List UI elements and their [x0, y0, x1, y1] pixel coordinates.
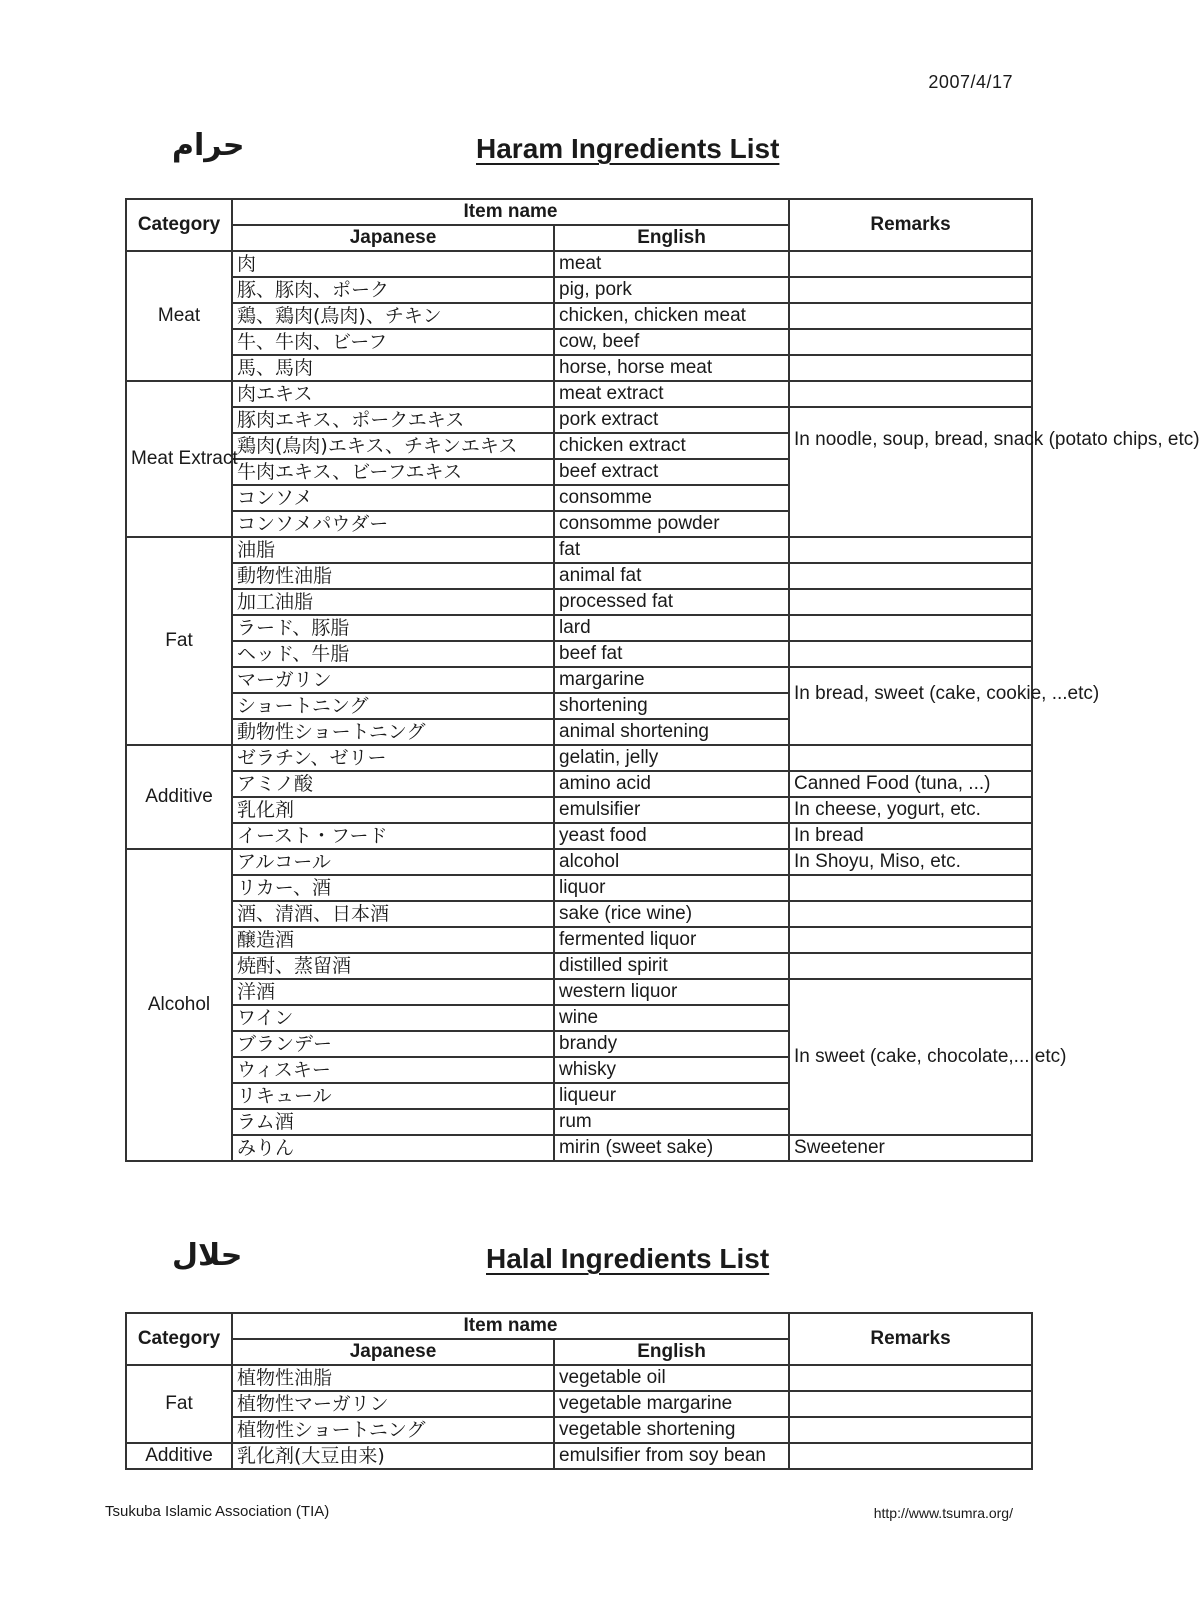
japanese-cell: 豚、豚肉、ポーク [232, 277, 554, 303]
remark-cell [789, 251, 1032, 277]
japanese-cell: 洋酒 [232, 979, 554, 1005]
remark-cell: Canned Food (tuna, ...) [789, 771, 1032, 797]
japanese-cell: みりん [232, 1135, 554, 1161]
japanese-cell: 鶏、鶏肉(鳥肉)、チキン [232, 303, 554, 329]
remark-cell: In bread [789, 823, 1032, 849]
header-remarks: Remarks [789, 199, 1032, 251]
english-cell: consomme [554, 485, 789, 511]
english-cell: yeast food [554, 823, 789, 849]
japanese-cell: コンソメパウダー [232, 511, 554, 537]
remark-cell [789, 303, 1032, 329]
header-item-name: Item name [232, 1313, 789, 1339]
english-cell: wine [554, 1005, 789, 1031]
table-row [126, 849, 1032, 875]
japanese-cell: 牛、牛肉、ビーフ [232, 329, 554, 355]
header-category: Category [126, 1313, 232, 1365]
header-japanese: Japanese [232, 1339, 554, 1365]
japanese-cell: 動物性ショートニング [232, 719, 554, 745]
japanese-cell: アミノ酸 [232, 771, 554, 797]
japanese-cell: ショートニング [232, 693, 554, 719]
english-cell: western liquor [554, 979, 789, 1005]
remark-cell-empty [789, 589, 1032, 615]
table-row [126, 251, 1032, 277]
table-row [126, 641, 1032, 667]
english-cell: emulsifier from soy bean [554, 1443, 789, 1469]
japanese-cell: 植物性ショートニング [232, 1417, 554, 1443]
table-row [126, 745, 1032, 771]
remark-cell [789, 745, 1032, 771]
table-row [126, 797, 1032, 823]
remark-cell-empty [789, 615, 1032, 641]
halal-title: Halal Ingredients List [486, 1243, 770, 1274]
table-row [126, 823, 1032, 849]
header-remarks: Remarks [789, 1313, 1032, 1365]
table-row [126, 1391, 1032, 1417]
table-row [126, 927, 1032, 953]
table-row [126, 589, 1032, 615]
english-cell: rum [554, 1109, 789, 1135]
table-row [126, 1365, 1032, 1391]
english-cell: animal fat [554, 563, 789, 589]
japanese-cell: ウィスキー [232, 1057, 554, 1083]
english-cell: pork extract [554, 407, 789, 433]
table-row [126, 979, 1032, 1005]
japanese-cell: 油脂 [232, 537, 554, 563]
english-cell: chicken, chicken meat [554, 303, 789, 329]
remark-cell: In Shoyu, Miso, etc. [789, 849, 1032, 875]
table-row [126, 329, 1032, 355]
table-row [126, 277, 1032, 303]
english-cell: fermented liquor [554, 927, 789, 953]
document-date: 2007/4/17 [928, 72, 1013, 92]
english-cell: meat extract [554, 381, 789, 407]
english-cell: amino acid [554, 771, 789, 797]
english-cell: whisky [554, 1057, 789, 1083]
japanese-cell: ラード、豚脂 [232, 615, 554, 641]
english-cell: alcohol [554, 849, 789, 875]
english-cell: liquor [554, 875, 789, 901]
english-cell: distilled spirit [554, 953, 789, 979]
category-meat-extract: Meat Extract [126, 381, 232, 537]
remark-cell-empty [789, 927, 1032, 953]
japanese-cell: ラム酒 [232, 1109, 554, 1135]
english-cell: beef extract [554, 459, 789, 485]
japanese-cell: 焼酎、蒸留酒 [232, 953, 554, 979]
english-cell: gelatin, jelly [554, 745, 789, 771]
remark-cell-empty [789, 563, 1032, 589]
english-cell: emulsifier [554, 797, 789, 823]
japanese-cell: 牛肉エキス、ビーフエキス [232, 459, 554, 485]
english-cell: beef fat [554, 641, 789, 667]
japanese-cell: ゼラチン、ゼリー [232, 745, 554, 771]
haram-arabic-label: حرام [172, 128, 245, 163]
halal-arabic-label: حلال [172, 1238, 243, 1273]
remark-cell-empty [789, 537, 1032, 563]
header-category: Category [126, 199, 232, 251]
japanese-cell: 植物性マーガリン [232, 1391, 554, 1417]
haram-table [125, 198, 1200, 1162]
japanese-cell: 肉 [232, 251, 554, 277]
english-cell: animal shortening [554, 719, 789, 745]
japanese-cell: 植物性油脂 [232, 1365, 554, 1391]
table-row [126, 875, 1032, 901]
remark-cell: Sweetener [789, 1135, 1032, 1161]
table-row [126, 355, 1032, 381]
japanese-cell: 鶏肉(鳥肉)エキス、チキンエキス [232, 433, 554, 459]
remark-alcohol-sweet: In sweet (cake, chocolate,... etc) [789, 979, 1032, 1135]
english-cell: meat [554, 251, 789, 277]
japanese-cell: コンソメ [232, 485, 554, 511]
table-row [126, 667, 1032, 693]
japanese-cell: 乳化剤 [232, 797, 554, 823]
remark-cell-empty [789, 901, 1032, 927]
japanese-cell: 加工油脂 [232, 589, 554, 615]
english-cell: margarine [554, 667, 789, 693]
english-cell: brandy [554, 1031, 789, 1057]
japanese-cell: 豚肉エキス、ポークエキス [232, 407, 554, 433]
english-cell: mirin (sweet sake) [554, 1135, 789, 1161]
japanese-cell: ヘッド、牛脂 [232, 641, 554, 667]
english-cell: chicken extract [554, 433, 789, 459]
table-row [126, 953, 1032, 979]
category-additive: Additive [126, 745, 232, 849]
table-row [126, 537, 1032, 563]
japanese-cell: 動物性油脂 [232, 563, 554, 589]
japanese-cell: 肉エキス [232, 381, 554, 407]
category-fat: Fat [126, 1365, 232, 1443]
japanese-cell: 酒、清酒、日本酒 [232, 901, 554, 927]
remark-cell-empty [789, 641, 1032, 667]
english-cell: processed fat [554, 589, 789, 615]
table-row [126, 1135, 1032, 1161]
japanese-cell: ワイン [232, 1005, 554, 1031]
header-english: English [554, 1339, 789, 1365]
category-fat: Fat [126, 537, 232, 745]
english-cell: fat [554, 537, 789, 563]
table-row [126, 303, 1032, 329]
japanese-cell: イースト・フード [232, 823, 554, 849]
table-row [126, 407, 1032, 433]
english-cell: lard [554, 615, 789, 641]
japanese-cell: 醸造酒 [232, 927, 554, 953]
category-additive: Additive [126, 1443, 232, 1469]
remark-cell-empty [789, 953, 1032, 979]
table-row [126, 771, 1032, 797]
english-cell: consomme powder [554, 511, 789, 537]
remark-cell-empty [789, 381, 1032, 407]
japanese-cell: マーガリン [232, 667, 554, 693]
halal-table [125, 1312, 1033, 1470]
remark-fat: In bread, sweet (cake, cookie, ...etc) [789, 667, 1032, 745]
english-cell: vegetable oil [554, 1365, 789, 1391]
table-row [126, 381, 1032, 407]
japanese-cell: 乳化剤(大豆由来) [232, 1443, 554, 1469]
header-item-name: Item name [232, 199, 789, 225]
remark-cell [789, 355, 1032, 381]
remark-meat-extract: In noodle, soup, bread, snack (potato chips, etc) [789, 407, 1032, 537]
remark-cell-empty [789, 875, 1032, 901]
table-row [126, 1417, 1032, 1443]
remark-cell [789, 329, 1032, 355]
english-cell: shortening [554, 693, 789, 719]
english-cell: liqueur [554, 1083, 789, 1109]
remark-cell: In cheese, yogurt, etc. [789, 797, 1032, 823]
remark-cell-empty [789, 1365, 1032, 1391]
remark-cell-empty [789, 1417, 1032, 1443]
footer-organization: Tsukuba Islamic Association (TIA) [105, 1503, 330, 1520]
english-cell: vegetable shortening [554, 1417, 789, 1443]
english-cell: horse, horse meat [554, 355, 789, 381]
category-meat: Meat [126, 251, 232, 381]
remark-cell-empty [789, 1443, 1032, 1469]
japanese-cell: リキュール [232, 1083, 554, 1109]
english-cell: pig, pork [554, 277, 789, 303]
footer-url: http://www.tsumra.org/ [873, 1505, 1013, 1521]
japanese-cell: 馬、馬肉 [232, 355, 554, 381]
haram-title: Haram Ingredients List [476, 133, 780, 164]
remark-cell-empty [789, 1391, 1032, 1417]
english-cell: cow, beef [554, 329, 789, 355]
english-cell: vegetable margarine [554, 1391, 789, 1417]
table-row [126, 563, 1032, 589]
header-english: English [554, 225, 789, 251]
english-cell: sake (rice wine) [554, 901, 789, 927]
remark-cell [789, 277, 1032, 303]
japanese-cell: アルコール [232, 849, 554, 875]
japanese-cell: リカー、酒 [232, 875, 554, 901]
header-japanese: Japanese [232, 225, 554, 251]
category-alcohol: Alcohol [126, 849, 232, 1161]
table-row [126, 1443, 1032, 1469]
table-row [126, 615, 1032, 641]
japanese-cell: ブランデー [232, 1031, 554, 1057]
table-row [126, 901, 1032, 927]
